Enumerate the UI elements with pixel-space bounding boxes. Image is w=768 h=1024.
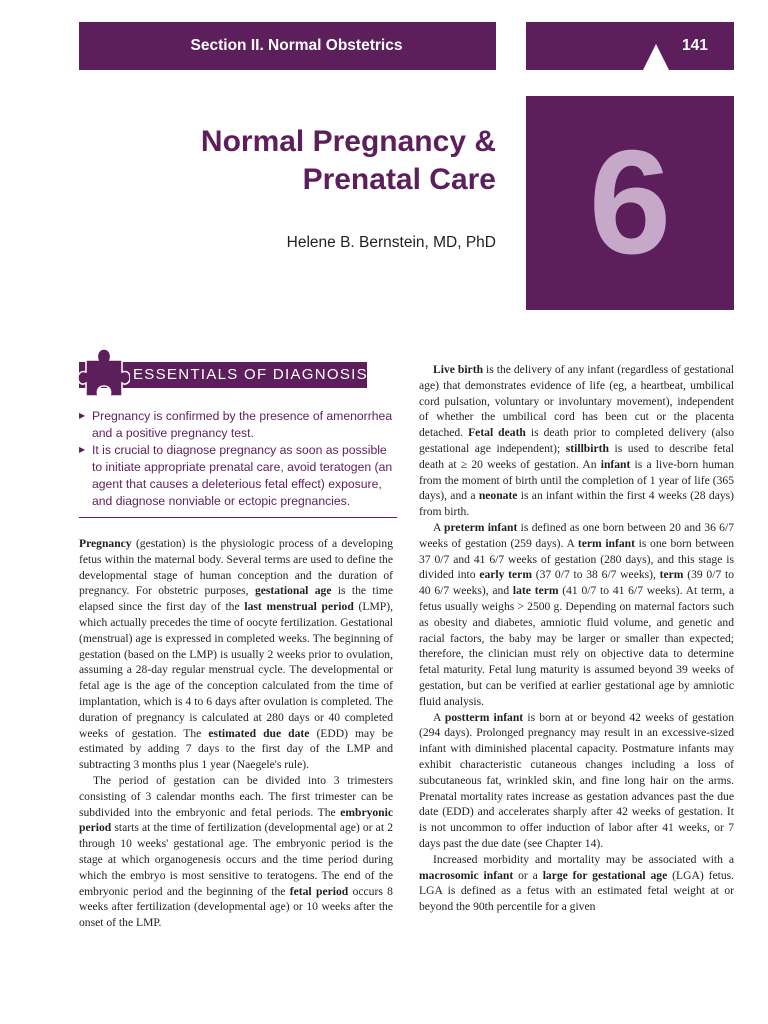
paragraph-text: Increased morbidity and mortality may be associated with a xyxy=(433,852,734,866)
paragraph-text: (37 0/7 to 38 6/7 weeks), xyxy=(531,568,660,582)
term-bold: neonate xyxy=(478,489,518,503)
essentials-list xyxy=(79,408,397,510)
paragraph-text: (LMP), which actually precedes the time of oocyte fertilization. Gestational (menstrual) age is expressed in completed weeks. The beginning of gestation (based on the LMP) is usually 2 weeks prior to ovulation, assuming a 28-day regular menstrual cycle. The developmental or fetal age is the age of the conception calculated from the time of implantation, which is 4 to 6 days after ovulation is completed. The duration of pregnancy is calculated at 280 days or 40 completed weeks of gestation. The xyxy=(79,600,393,740)
paragraph-text: is the time elapsed since the first day of the xyxy=(79,584,394,614)
paragraph-text: (gestation) is the physiologic process of a developing fetus within the maternal body. Several terms are used to define the developmental stage of human conception and the duration of pregnancy. For obstetric purposes, xyxy=(79,537,393,598)
section-header-bar xyxy=(79,22,496,70)
chapter-title-line1: Normal Pregnancy & xyxy=(200,125,496,158)
term-bold: stillbirth xyxy=(565,441,609,455)
term-bold: Live birth xyxy=(433,363,484,376)
paragraph-text: starts at the time of fertilization (developmental age) or at 2 through 10 weeks' gestational age. The embryonic period is the stage at which organogenesis occurs and the time period during which the embryo is most sensitive to teratogens. The end of the embryonic period and the beginning of the xyxy=(79,821,393,898)
paragraph-text: is born at or beyond 42 weeks of gestation (294 days). Prolonged pregnancy may result in an excessive-sized infant with diminished placental capacity. Postmature infants may exhibit characteristic cutaneous changes including a loss of subcutaneous fat, wrinkled skin, and fine long hair on the arms. Prenatal mortality rates increase as gestation advances past the due date (EDD) and accelerates sharply after 42 weeks of gestation. It is not uncommon to offer induction of labor after 41 weeks, or 7 days past the due date (see Chapter 14). xyxy=(419,710,734,850)
chapter-title-line2: Prenatal Care xyxy=(302,163,496,196)
paragraph-text: is death prior to completed delivery (also gestational age independent); xyxy=(419,426,734,455)
triangle-arrow-icon xyxy=(643,44,669,70)
chapter-author: Helene B. Bernstein, MD, PhD xyxy=(286,234,496,251)
paragraph-text: (39 0/7 to 40 6/7 weeks), and xyxy=(419,568,735,598)
chapter-number: 6 xyxy=(588,120,672,285)
paragraph-text: is an infant within the first 4 weeks (28 days) from birth. xyxy=(419,489,735,519)
paragraph-preterm xyxy=(419,520,734,710)
paragraph-text: (EDD) may be estimated by adding 7 days to the first day of the LMP and subtracting 3 months plus 1 year (Naegele's rule). xyxy=(79,726,393,772)
term-bold: macrosomic infant xyxy=(419,868,514,882)
puzzle-piece-icon xyxy=(78,346,130,402)
chapter-title xyxy=(76,123,496,199)
term-bold: postterm infant xyxy=(444,710,524,724)
paragraph-postterm xyxy=(419,710,734,852)
term-bold: Fetal death xyxy=(468,426,526,440)
paragraph-text: (LGA) fetus. LGA is defined as a fetus with an estimated fetal weight at or beyond the 90th percentile for a given xyxy=(419,868,735,914)
paragraph-text: is used to describe fetal death at ≥ 20 weeks of gestation. An xyxy=(419,441,734,471)
body-column-left xyxy=(79,536,393,931)
paragraph-text: occurs 8 weeks after fertilization (developmental age) or 10 weeks after the onset of the LMP. xyxy=(79,884,393,930)
term-bold: fetal period xyxy=(289,884,349,898)
paragraph-live-birth xyxy=(419,362,734,520)
essentials-divider xyxy=(79,517,397,518)
term-bold: estimated due date xyxy=(208,726,310,740)
paragraph-text: is a live-born human from the moment of birth until the completion of 1 year of life (365 days), and a xyxy=(419,457,734,503)
term-bold: late term xyxy=(512,584,559,598)
paragraph-text: A xyxy=(433,520,445,534)
bullet-triangle-icon: ▶ xyxy=(79,411,86,420)
paragraph-text: The period of gestation can be divided into 3 trimesters consisting of 3 calendar months each. The first trimester can be subdivided into the embryonic and fetal periods. The xyxy=(79,773,393,819)
paragraph-pregnancy xyxy=(79,536,393,773)
essentials-item-text: It is crucial to diagnose pregnancy as soon as possible to initiate appropriate prenatal care, avoid teratogen (an agent that causes a deleterious fetal effect) exposure, and diagnose nonviable or ectopic pregnancies. xyxy=(92,443,393,508)
term-bold: preterm infant xyxy=(444,520,518,534)
term-bold: Pregnancy xyxy=(79,537,132,550)
paragraph-text: is one born between 37 0/7 and 41 6/7 weeks of gestation (280 days), and this stage is divided into xyxy=(419,536,735,582)
term-bold: gestational age xyxy=(254,584,332,598)
term-bold: term infant xyxy=(577,536,635,550)
paragraph-text: is the delivery of any infant (regardless of gestational age) that demonstrates evidence of life (eg, a heartbeat, umbilical cord pulsation, voluntary or involuntary movement), independent of whether the umbilical cord has been cut or the placenta detached. xyxy=(419,363,734,440)
list-item xyxy=(79,442,397,509)
body-column-right xyxy=(419,362,734,915)
term-bold: early term xyxy=(479,568,532,582)
paragraph-text: or a xyxy=(513,868,543,882)
paragraph-trimesters xyxy=(79,773,393,931)
paragraph-text: is defined as one born between 20 and 36 6/7 weeks of gestation (259 days). A xyxy=(419,520,734,550)
essentials-heading: ESSENTIALS OF DIAGNOSIS xyxy=(133,366,368,383)
paragraph-macrosomic xyxy=(419,852,734,915)
term-bold: infant xyxy=(600,457,631,471)
essentials-item-text: Pregnancy is confirmed by the presence of amenorrhea and a positive pregnancy test. xyxy=(92,409,393,440)
term-bold: term xyxy=(659,568,684,582)
term-bold: embryonic period xyxy=(79,805,393,835)
bullet-triangle-icon: ▶ xyxy=(79,445,86,455)
list-item xyxy=(79,408,397,441)
term-bold: last menstrual period xyxy=(244,600,354,614)
paragraph-text: (41 0/7 to 41 6/7 weeks). At term, a fetus usually weighs > 2500 g. Depending on maternal factors such as obesity and diabetes, amniotic fluid volume, and genetic and racial factors, the baby may be larger or smaller than expected; therefore, the clinician must rely on objective data to determine fetal maturity. Fetal lung maturity is assumed beyond 39 weeks of gestation, but can be verified at earlier gestational age by amniotic fluid analysis. xyxy=(419,584,734,708)
term-bold: large for gestational age xyxy=(542,868,668,882)
page-number: 141 xyxy=(682,37,708,54)
section-title: Section II. Normal Obstetrics xyxy=(190,37,403,54)
paragraph-text: A xyxy=(433,710,445,724)
